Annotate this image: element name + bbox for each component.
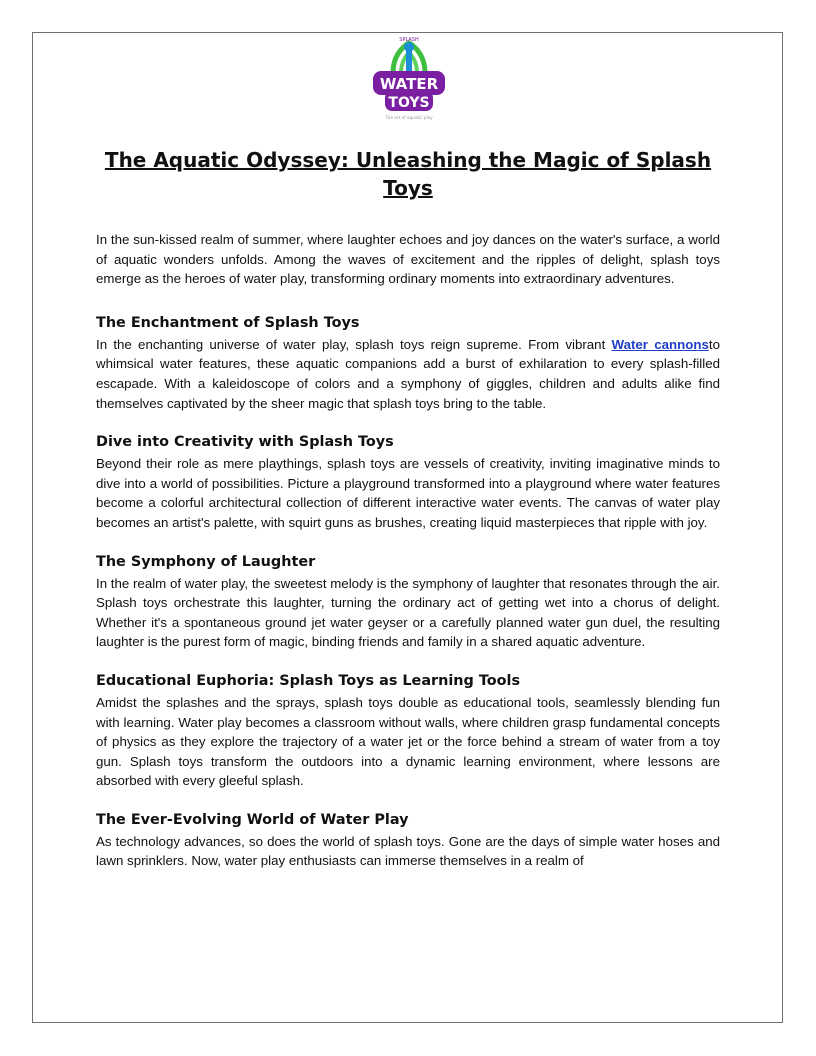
logo-line1: WATER: [379, 75, 439, 93]
page-title: The Aquatic Odyssey: Unleashing the Magic of Splash Toys: [104, 148, 712, 200]
section-educational: [96, 671, 720, 791]
water-cannons-link[interactable]: Water cannons: [611, 336, 709, 352]
logo-line2: TOYS: [388, 95, 430, 111]
logo-tagline: The art of aquatic play: [385, 115, 433, 120]
paragraph-text: In the enchanting universe of water play, splash toys reign supreme. From vibrant: [96, 336, 612, 352]
section-creativity: [96, 432, 720, 532]
section-enchantment: [96, 313, 720, 413]
section-paragraph: Amidst the splashes and the sprays, splash toys double as educational tools, seamlessly blending fun with learning. Water play becomes a classroom without walls, where children grasp fundamental concepts of physics as they explore the trajectory of a water jet or the force behind a stream of water from a toy gun. Splash toys transform the outdoors into a dynamic learning environment, where lessons are absorbed with every gleeful splash.: [96, 694, 720, 789]
section-paragraph: [96, 335, 720, 413]
logo-arc-text: SPLASH: [399, 37, 419, 43]
section-paragraph: As technology advances, so does the world of splash toys. Gone are the days of simple water hoses and lawn sprinklers. Now, water play enthusiasts can immerse themselves in a realm of: [96, 833, 720, 869]
intro-paragraph: In the sun-kissed realm of summer, where laughter echoes and joy dances on the water's surface, a world of aquatic wonders unfolds. Among the waves of excitement and the ripples of delight, splash toys emerge as the heroes of water play, transforming ordinary moments into extraordinary adventures.: [96, 232, 720, 287]
section-evolving: [96, 810, 720, 871]
section-paragraph: In the realm of water play, the sweetest melody is the symphony of laughter that resonates through the air. Splash toys orchestrate this laughter, turning the ordinary act of getting wet into a chorus of delight. Whether it's a spontaneous ground jet water geyser or a carefully planned water gun duel, the resulting laughter is the purest form of magic, binding friends and family in a shared aquatic adventure.: [96, 575, 720, 650]
document-body: [96, 230, 720, 890]
section-heading: The Ever-Evolving World of Water Play: [96, 811, 409, 828]
section-paragraph: Beyond their role as mere playthings, splash toys are vessels of creativity, inviting imaginative minds to dive into a world of possibilities. Picture a playground transformed into a playground where water features become a colorful architectural collection of different interactive water events. The canvas of water play becomes an artist's palette, with squirt guns as brushes, creating liquid masterpieces that ripple with joy.: [96, 456, 720, 530]
section-heading: Educational Euphoria: Splash Toys as Learning Tools: [96, 672, 521, 689]
water-toys-logo: [363, 33, 455, 125]
section-heading: The Symphony of Laughter: [96, 553, 316, 570]
section-heading: The Enchantment of Splash Toys: [96, 314, 360, 331]
section-laughter: [96, 552, 720, 652]
paragraph-text: to whimsical water features, these aquatic companions add a burst of exhilaration to every splash-filled escapade. With a kaleidoscope of colors and a symphony of giggles, children and adults alike find themselves captivated by the sheer magic that splash toys bring to the table.: [96, 336, 720, 411]
section-heading: Dive into Creativity with Splash Toys: [96, 434, 394, 451]
